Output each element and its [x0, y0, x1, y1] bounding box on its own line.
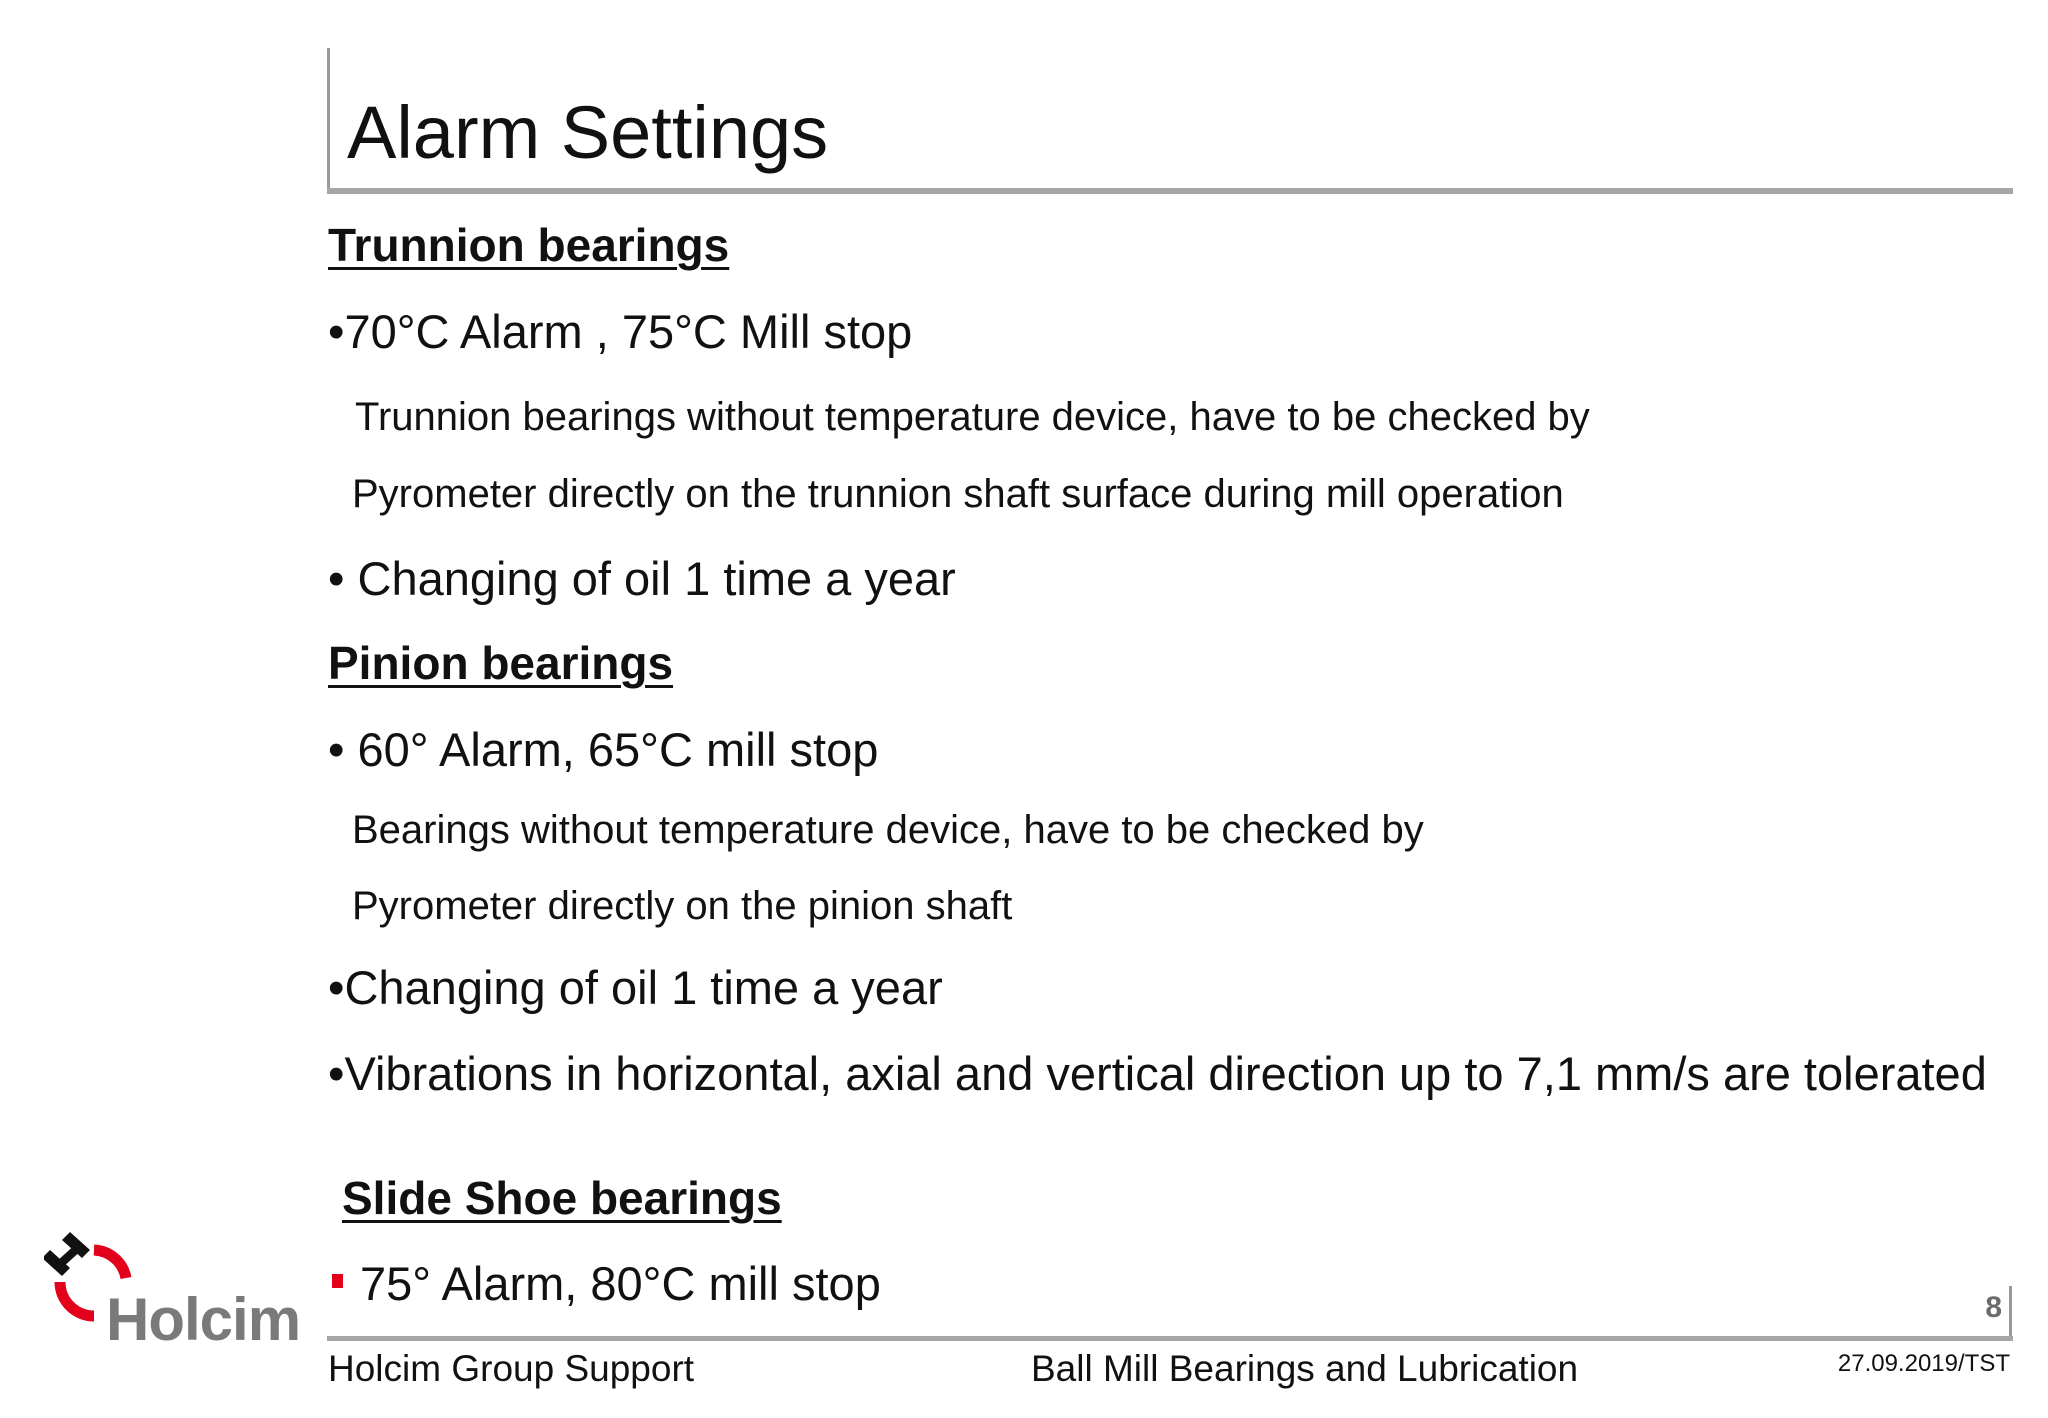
slide-shoe-alarm-bullet: 75° Alarm, 80°C mill stop	[360, 1257, 881, 1310]
pinion-alarm-bullet: • 60° Alarm, 65°C mill stop	[328, 723, 879, 776]
pinion-oil-bullet: •Changing of oil 1 time a year	[328, 961, 943, 1014]
footer-date-author: 27.09.2019/TST	[1837, 1350, 2010, 1377]
pinion-bearings-heading: Pinion bearings	[328, 637, 674, 689]
page-number-divider	[2009, 1286, 2012, 1338]
footer-rule	[327, 1336, 2013, 1341]
holcim-logo	[44, 1232, 304, 1352]
page-number: 8	[1985, 1291, 2002, 1324]
title-underline-rule	[327, 188, 2013, 194]
pinion-vibrations-bullet: •Vibrations in horizontal, axial and vertical direction up to 7,1 mm/s are tolerated	[328, 1047, 1987, 1100]
trunnion-bearings-heading: Trunnion bearings	[328, 219, 730, 271]
pinion-note-line-2: Pyrometer directly on the pinion shaft	[352, 884, 1013, 928]
trunnion-alarm-bullet: •70°C Alarm , 75°C Mill stop	[328, 305, 913, 358]
footer-presentation-title: Ball Mill Bearings and Lubrication	[1031, 1348, 1579, 1389]
page-title: Alarm Settings	[347, 91, 829, 174]
trunnion-oil-bullet: • Changing of oil 1 time a year	[328, 552, 956, 605]
pinion-note-line-1: Bearings without temperature device, have to be checked by	[352, 808, 1424, 852]
red-square-bullet-icon	[332, 1274, 343, 1288]
footer-organization: Holcim Group Support	[328, 1348, 695, 1389]
trunnion-note-line-1: Trunnion bearings without temperature device, have to be checked by	[355, 395, 1590, 439]
trunnion-note-line-2: Pyrometer directly on the trunnion shaft surface during mill operation	[352, 472, 1564, 516]
title-frame-vertical-line	[327, 48, 330, 190]
holcim-logo-text: Holcim	[106, 1286, 301, 1353]
slide-shoe-bearings-heading: Slide Shoe bearings	[342, 1172, 782, 1224]
